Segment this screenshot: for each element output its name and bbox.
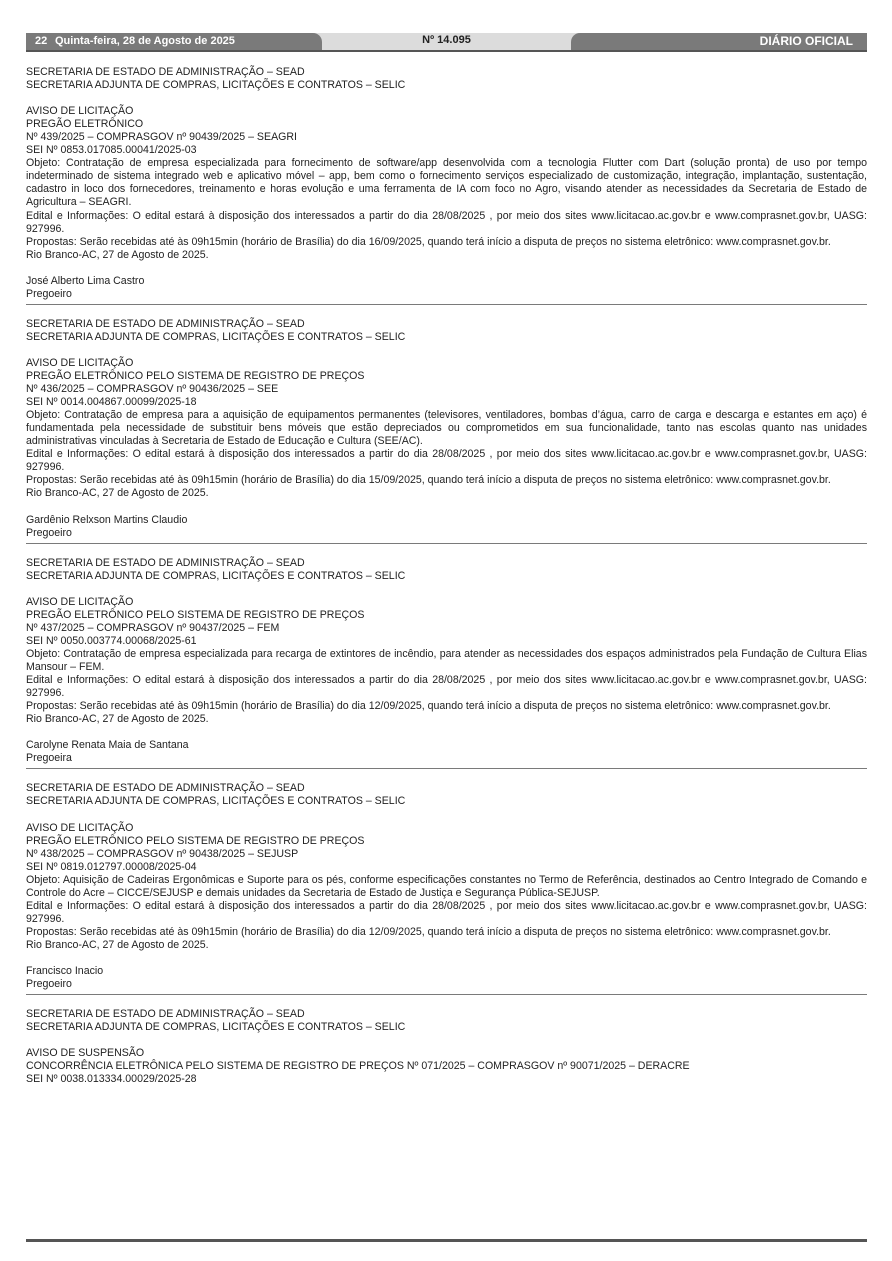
notice-objeto: Objeto: Contratação de empresa especializada para recarga de extintores de incêndio, para atender as necessidades dos espaços administrados pela Fundação de Cultura Elias Mansour – FEM. xyxy=(26,647,867,674)
notice-type: AVISO DE LICITAÇÃO xyxy=(26,595,134,608)
notice-reference: Nº 437/2025 – COMPRASGOV nº 90437/2025 – FEM xyxy=(26,621,280,634)
page-number: 22 xyxy=(35,35,48,47)
notice-type: AVISO DE LICITAÇÃO xyxy=(26,356,134,369)
notice-suborg: SECRETARIA ADJUNTA DE COMPRAS, LICITAÇÕES E CONTRATOS – SELIC xyxy=(26,569,406,582)
notice-org: SECRETARIA DE ESTADO DE ADMINISTRAÇÃO – SEAD xyxy=(26,556,305,569)
notice-edital: Edital e Informações: O edital estará à disposição dos interessados a partir do dia 28/08/2025 , por meio dos sites www.licitacao.ac.gov.br e www.comprasnet.gov.br, UASG: 927996. xyxy=(26,209,867,235)
footer-rule xyxy=(26,1239,867,1242)
publication-name: DIÁRIO OFICIAL xyxy=(759,34,853,48)
notice-reference: Nº 436/2025 – COMPRASGOV nº 90436/2025 – SEE xyxy=(26,383,279,396)
notice-3 xyxy=(26,557,867,766)
notice-place-date: Rio Branco-AC, 27 de Agosto de 2025. xyxy=(26,248,209,261)
notice-sei: SEI Nº 0014.004867.00099/2025-18 xyxy=(26,396,197,409)
notice-role: Pregoeira xyxy=(26,752,72,765)
notice-reference: CONCORRÊNCIA ELETRÔNICA PELO SISTEMA DE REGISTRO DE PREÇOS Nº 071/2025 – COMPRASGOV nº 90071/2025 – DERACRE xyxy=(26,1060,690,1073)
notice-org: SECRETARIA DE ESTADO DE ADMINISTRAÇÃO – SEAD xyxy=(26,66,305,78)
notice-signer: Gardênio Relxson Martins Claudio xyxy=(26,513,188,526)
notice-edital: Edital e Informações: O edital estará à disposição dos interessados a partir do dia 28/08/2025 , por meio dos sites www.licitacao.ac.gov.br e www.comprasnet.gov.br, UASG: 927996. xyxy=(26,448,867,474)
notice-edital: Edital e Informações: O edital estará à disposição dos interessados a partir do dia 28/08/2025 , por meio dos sites www.licitacao.ac.gov.br e www.comprasnet.gov.br, UASG: 927996. xyxy=(26,674,867,700)
notice-4 xyxy=(26,782,867,991)
notice-org: SECRETARIA DE ESTADO DE ADMINISTRAÇÃO – SEAD xyxy=(26,782,305,795)
notice-modality: PREGÃO ELETRÔNICO PELO SISTEMA DE REGISTRO DE PREÇOS xyxy=(26,834,365,847)
notice-type: AVISO DE LICITAÇÃO xyxy=(26,105,134,118)
notice-propostas: Propostas: Serão recebidas até às 09h15min (horário de Brasília) do dia 16/09/2025, quando terá início a disputa de preços no sistema eletrônico: www.comprasnet.gov.br. xyxy=(26,235,831,248)
notice-org: SECRETARIA DE ESTADO DE ADMINISTRAÇÃO – SEAD xyxy=(26,317,305,330)
notice-type: AVISO DE SUSPENSÃO xyxy=(26,1047,145,1060)
notice-modality: PREGÃO ELETRÔNICO PELO SISTEMA DE REGISTRO DE PREÇOS xyxy=(26,370,365,383)
notice-org: SECRETARIA DE ESTADO DE ADMINISTRAÇÃO – SEAD xyxy=(26,1008,305,1021)
notice-place-date: Rio Branco-AC, 27 de Agosto de 2025. xyxy=(26,713,209,726)
section-divider xyxy=(26,994,867,995)
notice-propostas: Propostas: Serão recebidas até às 09h15min (horário de Brasília) do dia 12/09/2025, quando terá início a disputa de preços no sistema eletrônico: www.comprasnet.gov.br. xyxy=(26,700,831,713)
notice-signer: Carolyne Renata Maia de Santana xyxy=(26,739,189,752)
section-divider xyxy=(26,543,867,544)
section-divider xyxy=(26,304,867,305)
notice-place-date: Rio Branco-AC, 27 de Agosto de 2025. xyxy=(26,938,209,951)
page-content xyxy=(26,66,867,1086)
notice-modality: PREGÃO ELETRÔNICO xyxy=(26,118,144,131)
notice-sei: SEI Nº 0038.013334.00029/2025-28 xyxy=(26,1073,197,1086)
notice-2 xyxy=(26,318,867,540)
notice-modality: PREGÃO ELETRÔNICO PELO SISTEMA DE REGISTRO DE PREÇOS xyxy=(26,608,365,621)
notice-signer: Francisco Inacio xyxy=(26,965,104,978)
page-header xyxy=(26,33,867,50)
notice-role: Pregoeiro xyxy=(26,287,72,300)
notice-objeto: Objeto: Contratação de empresa especializada para fornecimento de software/app desenvolvida com a tecnologia Flutter com Dart (solução pronta) de uso por tempo indeterminado de sistema integrado web e aplicativo móvel – app, bem como o fornecimento serviços especializado de customização, integração, implantação, sustentação, cadastro in loco dos fornecedores, treinamento e horas evolução e uma ferramenta de IA com foco no Agro, visando atender as necessidades da Secretaria de Estado de Agricultura – SEAGRI. xyxy=(26,157,867,209)
notice-sei: SEI Nº 0819.012797.00008/2025-04 xyxy=(26,860,197,873)
notice-suborg: SECRETARIA ADJUNTA DE COMPRAS, LICITAÇÕES E CONTRATOS – SELIC xyxy=(26,1021,406,1034)
notice-role: Pregoeiro xyxy=(26,526,72,539)
issue-number: Nº 14.095 xyxy=(422,34,471,46)
notice-1 xyxy=(26,66,867,301)
notice-propostas: Propostas: Serão recebidas até às 09h15min (horário de Brasília) do dia 12/09/2025, quando terá início a disputa de preços no sistema eletrônico: www.comprasnet.gov.br. xyxy=(26,925,831,938)
header-rule xyxy=(26,50,867,52)
notice-reference: Nº 439/2025 – COMPRASGOV nº 90439/2025 – SEAGRI xyxy=(26,131,297,144)
notice-role: Pregoeiro xyxy=(26,978,72,991)
notice-sei: SEI Nº 0050.003774.00068/2025-61 xyxy=(26,634,197,647)
notice-reference: Nº 438/2025 – COMPRASGOV nº 90438/2025 – SEJUSP xyxy=(26,847,299,860)
notice-type: AVISO DE LICITAÇÃO xyxy=(26,821,134,834)
issue-date: Quinta-feira, 28 de Agosto de 2025 xyxy=(55,35,235,47)
notice-suborg: SECRETARIA ADJUNTA DE COMPRAS, LICITAÇÕES E CONTRATOS – SELIC xyxy=(26,795,406,808)
notice-suborg: SECRETARIA ADJUNTA DE COMPRAS, LICITAÇÕES E CONTRATOS – SELIC xyxy=(26,79,406,92)
section-divider xyxy=(26,768,867,769)
notice-signer: José Alberto Lima Castro xyxy=(26,274,145,287)
suspension-notice xyxy=(26,1008,867,1086)
notice-suborg: SECRETARIA ADJUNTA DE COMPRAS, LICITAÇÕES E CONTRATOS – SELIC xyxy=(26,330,406,343)
notice-sei: SEI Nº 0853.017085.00041/2025-03 xyxy=(26,144,197,157)
notice-objeto: Objeto: Aquisição de Cadeiras Ergonômicas e Suporte para os pés, conforme especificações constantes no Termo de Referência, destinados ao Centro Integrado de Comando e Controle do Acre – CICCE/SEJUSP e demais unidades da Secretaria de Estado de Justiça e Segurança Pública-SEJUSP. xyxy=(26,873,867,899)
notice-edital: Edital e Informações: O edital estará à disposição dos interessados a partir do dia 28/08/2025 , por meio dos sites www.licitacao.ac.gov.br e www.comprasnet.gov.br, UASG: 927996. xyxy=(26,899,867,925)
notice-objeto: Objeto: Contratação de empresa para a aquisição de equipamentos permanentes (televisores, ventiladores, bombas d’água, carro de carga e descarga e estantes em aço) é fundamentada pela necessidade de substituir bens móveis que estão depreciados ou comprometidos em sua funcionalidade, tanto nas escolas quanto nas unidades administrativas vinculadas à Secretaria de Estado de Educação e Cultura (SEE/AC). xyxy=(26,409,867,448)
notice-propostas: Propostas: Serão recebidas até às 09h15min (horário de Brasília) do dia 15/09/2025, quando terá início a disputa de preços no sistema eletrônico: www.comprasnet.gov.br. xyxy=(26,474,831,487)
notice-place-date: Rio Branco-AC, 27 de Agosto de 2025. xyxy=(26,487,209,500)
